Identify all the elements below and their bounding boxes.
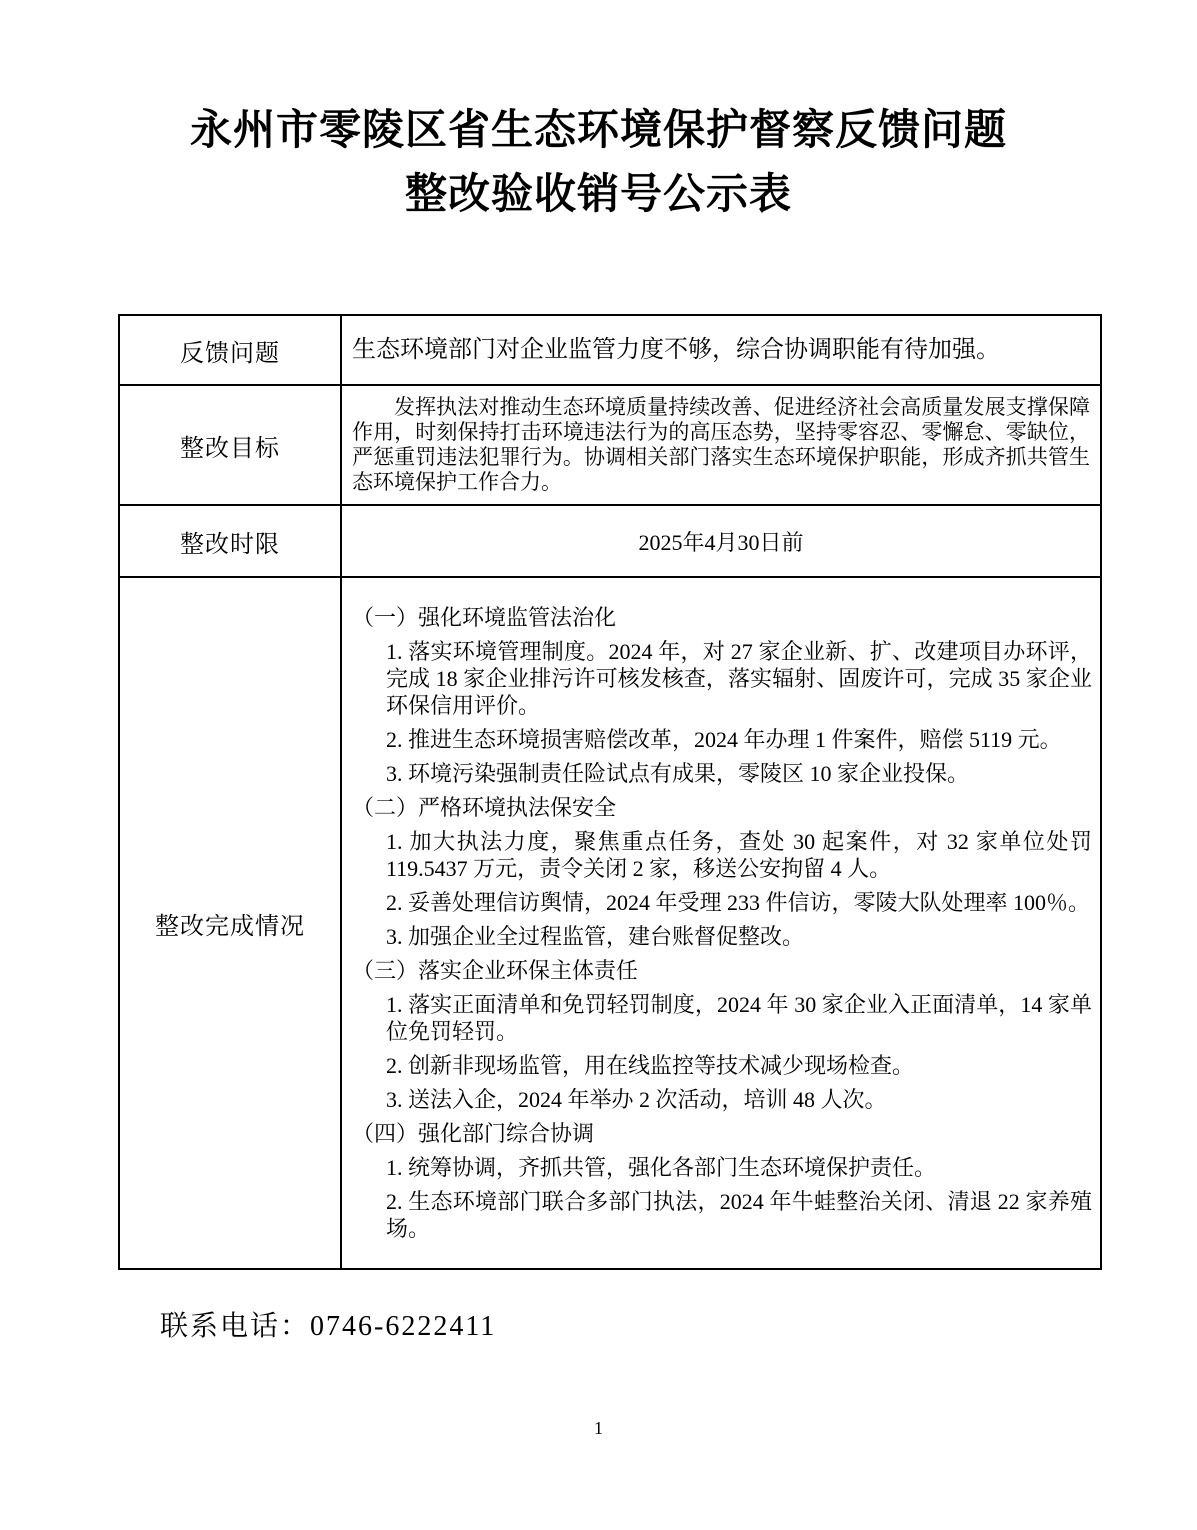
row-content-deadline: 2025年4月30日前 [341, 505, 1101, 577]
table-row-feedback [119, 315, 1101, 385]
list-item: 1. 统筹协调，齐抓共管，强化各部门生态环境保护责任。 [386, 1155, 937, 1180]
row-label-deadline: 整改时限 [119, 505, 341, 577]
list-item: 1. 落实正面清单和免罚轻罚制度，2024 年 30 家企业入正面清单，14 家单位免罚轻罚。 [386, 992, 1092, 1044]
contact-phone: 联系电话：0746-6222411 [160, 1311, 497, 1342]
section-heading: （二）严格环境执法保安全 [352, 795, 617, 820]
table-row-completion [119, 577, 1101, 1269]
page-number: 1 [594, 1418, 603, 1438]
row-label-feedback: 反馈问题 [119, 315, 341, 385]
list-item: 3. 加强企业全过程监管，建台账督促整改。 [386, 924, 805, 949]
completion-section-4 [352, 1120, 1092, 1242]
list-item: 1. 加大执法力度，聚焦重点任务，查处 30 起案件，对 32 家单位处罚 119.5437 万元，责令关闭 2 家，移送公安拘留 4 人。 [386, 829, 1092, 881]
section-heading: （四）强化部门综合协调 [352, 1121, 595, 1146]
table-row-target [119, 385, 1101, 505]
row-label-completion: 整改完成情况 [119, 577, 341, 1269]
row-content-target [341, 385, 1101, 505]
list-item: 2. 推进生态环境损害赔偿改革，2024 年办理 1 件案件，赔偿 5119 元。 [386, 727, 1062, 752]
row-label-target: 整改目标 [119, 385, 341, 505]
list-item: 3. 送法入企，2024 年举办 2 次活动，培训 48 人次。 [386, 1087, 887, 1112]
row-content-completion [341, 577, 1101, 1269]
section-heading: （一）强化环境监管法治化 [352, 605, 617, 630]
completion-section-1 [352, 604, 1092, 787]
title-line-2: 整改验收销号公示表 [404, 170, 792, 217]
list-item: 1. 落实环境管理制度。2024 年，对 27 家企业新、扩、改建项目办环评，完成 18 家企业排污许可核发核查，落实辐射、固废许可，完成 35 家企业环保信用评价。 [386, 639, 1092, 718]
row-content-feedback: 生态环境部门对企业监管力度不够，综合协调职能有待加强。 [341, 315, 1101, 385]
list-item: 2. 生态环境部门联合多部门执法，2024 年牛蛙整治关闭、清退 22 家养殖场。 [386, 1189, 1092, 1241]
title-line-1: 永州市零陵区省生态环境保护督察反馈问题 [189, 106, 1007, 153]
completion-section-2 [352, 794, 1092, 950]
table-row-deadline [119, 505, 1101, 577]
target-paragraph: 发挥执法对推动生态环境质量持续改善、促进经济社会高质量发展支撑保障作用，时刻保持打击环境违法行为的高压态势，坚持零容忍、零懈怠、零缺位，严惩重罚违法犯罪行为。协调相关部门落实生态环境保护职能，形成齐抓共管生态环境保护工作合力。 [352, 395, 1090, 494]
completion-section-3 [352, 957, 1092, 1113]
list-item: 3. 环境污染强制责任险试点有成果，零陵区 10 家企业投保。 [386, 761, 970, 786]
document-title [0, 98, 1197, 226]
section-heading: （三）落实企业环保主体责任 [352, 958, 639, 983]
list-item: 2. 妥善处理信访舆情，2024 年受理 233 件信访，零陵大队处理率 100％。 [386, 890, 1091, 915]
rectification-table [118, 314, 1102, 1270]
list-item: 2. 创新非现场监管，用在线监控等技术减少现场检查。 [386, 1053, 915, 1078]
